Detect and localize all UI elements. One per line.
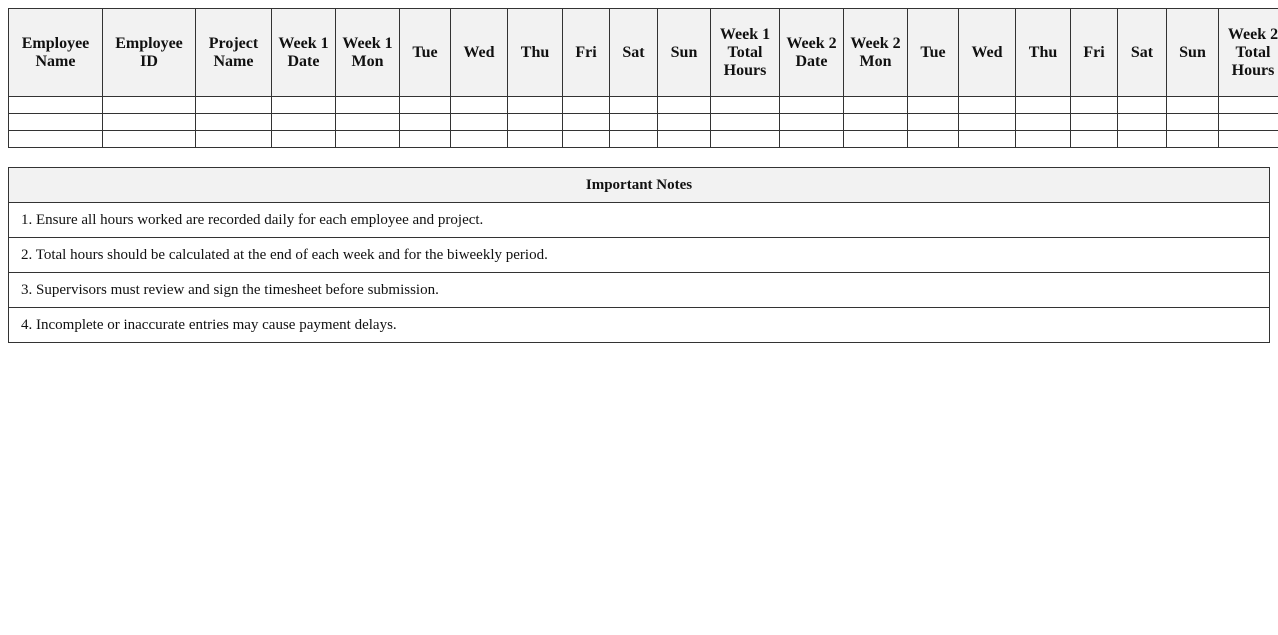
timesheet-cell[interactable] (1118, 97, 1167, 114)
notes-title: Important Notes (9, 168, 1270, 203)
timesheet-cell[interactable] (780, 97, 844, 114)
timesheet-cell[interactable] (908, 114, 959, 131)
timesheet-cell[interactable] (1118, 114, 1167, 131)
timesheet-cell[interactable] (400, 131, 451, 148)
column-header-6: Wed (451, 9, 508, 97)
column-header-16: Thu (1016, 9, 1071, 97)
column-header-0: Employee Name (9, 9, 103, 97)
timesheet-cell[interactable] (780, 114, 844, 131)
notes-container (8, 167, 1270, 343)
column-header-5: Tue (400, 9, 451, 97)
timesheet-cell[interactable] (336, 131, 400, 148)
column-header-1: Employee ID (103, 9, 196, 97)
timesheet-cell[interactable] (711, 114, 780, 131)
note-row (9, 273, 1270, 308)
timesheet-cell[interactable] (508, 114, 563, 131)
timesheet-cell[interactable] (9, 131, 103, 148)
timesheet-row (9, 97, 1278, 114)
timesheet-cell[interactable] (658, 114, 711, 131)
timesheet-cell[interactable] (336, 97, 400, 114)
timesheet-cell[interactable] (1016, 97, 1071, 114)
timesheet-cell[interactable] (451, 114, 508, 131)
timesheet-cell[interactable] (1071, 131, 1118, 148)
timesheet-row (9, 131, 1278, 148)
column-header-13: Week 2 Mon (844, 9, 908, 97)
timesheet-cell[interactable] (1016, 131, 1071, 148)
timesheet-header-row (9, 9, 1278, 97)
notes-header-row (9, 168, 1270, 203)
column-header-4: Week 1 Mon (336, 9, 400, 97)
timesheet-cell[interactable] (959, 114, 1016, 131)
timesheet-cell[interactable] (1118, 131, 1167, 148)
timesheet-cell[interactable] (272, 114, 336, 131)
note-item-4: 4. Incomplete or inaccurate entries may cause payment delays. (9, 308, 1270, 343)
timesheet-cell[interactable] (1167, 97, 1219, 114)
timesheet-cell[interactable] (272, 131, 336, 148)
column-header-18: Sat (1118, 9, 1167, 97)
timesheet-cell[interactable] (1071, 97, 1118, 114)
timesheet-cell[interactable] (1016, 114, 1071, 131)
timesheet-cell[interactable] (711, 131, 780, 148)
note-item-1: 1. Ensure all hours worked are recorded daily for each employee and project. (9, 203, 1270, 238)
timesheet-body (9, 97, 1278, 148)
timesheet-cell[interactable] (400, 114, 451, 131)
timesheet-cell[interactable] (908, 97, 959, 114)
timesheet-cell[interactable] (103, 97, 196, 114)
timesheet-cell[interactable] (9, 97, 103, 114)
column-header-10: Sun (658, 9, 711, 97)
timesheet-cell[interactable] (336, 114, 400, 131)
timesheet-cell[interactable] (610, 97, 658, 114)
timesheet-cell[interactable] (563, 114, 610, 131)
column-header-11: Week 1 Total Hours (711, 9, 780, 97)
column-header-14: Tue (908, 9, 959, 97)
important-notes-table (8, 167, 1270, 343)
timesheet-cell[interactable] (563, 97, 610, 114)
timesheet-cell[interactable] (908, 131, 959, 148)
timesheet-cell[interactable] (711, 97, 780, 114)
timesheet-cell[interactable] (780, 131, 844, 148)
timesheet-cell[interactable] (508, 131, 563, 148)
timesheet-cell[interactable] (400, 97, 451, 114)
note-row (9, 308, 1270, 343)
timesheet-cell[interactable] (610, 114, 658, 131)
column-header-3: Week 1 Date (272, 9, 336, 97)
column-header-9: Sat (610, 9, 658, 97)
column-header-17: Fri (1071, 9, 1118, 97)
timesheet-cell[interactable] (844, 114, 908, 131)
column-header-20: Week 2 Total Hours (1219, 9, 1278, 97)
timesheet-cell[interactable] (844, 97, 908, 114)
column-header-19: Sun (1167, 9, 1219, 97)
timesheet-cell[interactable] (1167, 131, 1219, 148)
timesheet-cell[interactable] (1071, 114, 1118, 131)
timesheet-cell[interactable] (103, 114, 196, 131)
timesheet-cell[interactable] (196, 131, 272, 148)
column-header-12: Week 2 Date (780, 9, 844, 97)
timesheet-cell[interactable] (272, 97, 336, 114)
timesheet-cell[interactable] (1219, 131, 1278, 148)
timesheet-cell[interactable] (196, 97, 272, 114)
timesheet-cell[interactable] (1219, 97, 1278, 114)
timesheet-cell[interactable] (1167, 114, 1219, 131)
timesheet-cell[interactable] (508, 97, 563, 114)
column-header-8: Fri (563, 9, 610, 97)
column-header-7: Thu (508, 9, 563, 97)
timesheet-cell[interactable] (563, 131, 610, 148)
timesheet-cell[interactable] (658, 97, 711, 114)
timesheet-cell[interactable] (451, 97, 508, 114)
note-item-2: 2. Total hours should be calculated at the end of each week and for the biweekly period. (9, 238, 1270, 273)
timesheet-table (8, 8, 1278, 148)
timesheet-cell[interactable] (610, 131, 658, 148)
timesheet-cell[interactable] (658, 131, 711, 148)
timesheet-cell[interactable] (1219, 114, 1278, 131)
timesheet-cell[interactable] (9, 114, 103, 131)
timesheet-cell[interactable] (196, 114, 272, 131)
timesheet-cell[interactable] (959, 97, 1016, 114)
note-row (9, 238, 1270, 273)
timesheet-table-container (8, 8, 1278, 148)
note-item-3: 3. Supervisors must review and sign the timesheet before submission. (9, 273, 1270, 308)
timesheet-row (9, 114, 1278, 131)
column-header-15: Wed (959, 9, 1016, 97)
column-header-2: Project Name (196, 9, 272, 97)
timesheet-cell[interactable] (844, 131, 908, 148)
timesheet-cell[interactable] (103, 131, 196, 148)
timesheet-cell[interactable] (451, 131, 508, 148)
note-row (9, 203, 1270, 238)
timesheet-cell[interactable] (959, 131, 1016, 148)
